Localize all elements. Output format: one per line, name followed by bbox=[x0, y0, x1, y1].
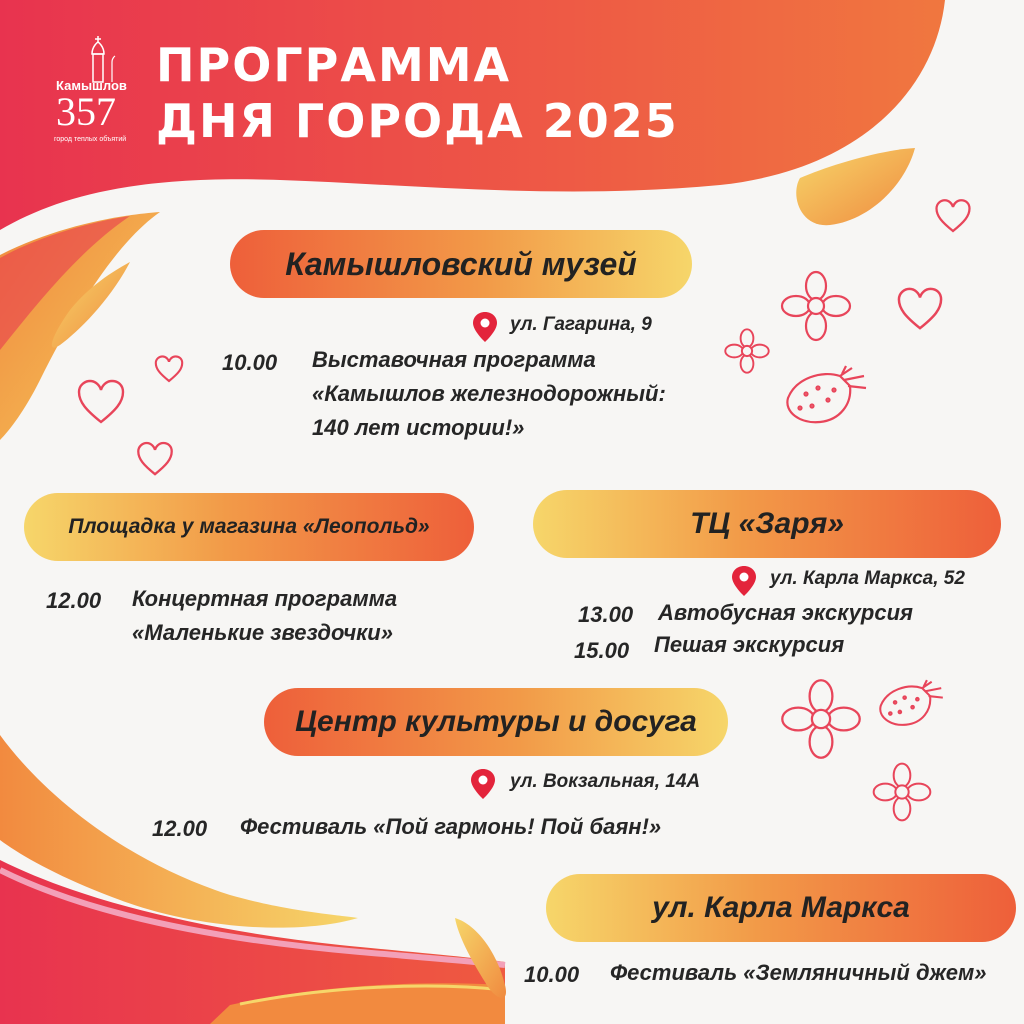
location-pin-icon bbox=[470, 768, 496, 800]
flower-icon bbox=[872, 762, 932, 822]
heart-icon bbox=[76, 378, 126, 426]
logo-tagline: город теплых объятий bbox=[54, 136, 127, 143]
venue-leopold-pill: Площадка у магазина «Леопольд» bbox=[24, 493, 474, 561]
venue-museum-pill: Камышловский музей bbox=[230, 230, 692, 298]
strawberry-icon bbox=[876, 672, 946, 736]
event-time: 10.00 bbox=[222, 350, 278, 375]
flower-icon bbox=[724, 328, 770, 374]
event-line: Концертная программа bbox=[132, 586, 398, 611]
event-time: 12.00 bbox=[152, 816, 208, 841]
heart-icon bbox=[154, 354, 184, 384]
heart-icon bbox=[934, 198, 972, 234]
venue-culture-center-address: ул. Вокзальная, 14А bbox=[510, 771, 701, 792]
heart-icon bbox=[896, 286, 944, 332]
logo-number: 357 bbox=[56, 89, 116, 134]
city-logo bbox=[48, 34, 140, 150]
venue-zarya-pill: ТЦ «Заря» bbox=[533, 490, 1001, 558]
venue-karl-marx-pill: ул. Карла Маркса bbox=[546, 874, 1016, 942]
heart-icon bbox=[136, 440, 174, 478]
event-line: Фестиваль «Пой гармонь! Пой баян!» bbox=[240, 814, 662, 839]
event-line: «Камышлов железнодорожный: bbox=[312, 381, 666, 406]
event-line: 140 лет истории!» bbox=[312, 415, 525, 440]
event-line: «Маленькие звездочки» bbox=[132, 620, 393, 645]
title-line-2: ДНЯ ГОРОДА 2025 bbox=[156, 94, 679, 148]
event-line: Фестиваль «Земляничный джем» bbox=[610, 960, 987, 985]
location-pin-icon bbox=[472, 311, 498, 343]
venue-museum-address: ул. Гагарина, 9 bbox=[510, 314, 652, 335]
event-time: 15.00 bbox=[574, 638, 630, 663]
flower-icon bbox=[780, 270, 852, 342]
logo-city-name: Камышлов bbox=[56, 78, 127, 93]
strawberry-icon bbox=[782, 364, 870, 428]
venue-zarya-address: ул. Карла Маркса, 52 bbox=[770, 568, 965, 589]
event-line: Пешая экскурсия bbox=[654, 632, 845, 657]
event-time: 10.00 bbox=[524, 962, 580, 987]
venue-culture-center-pill: Центр культуры и досуга bbox=[264, 688, 728, 756]
event-time: 12.00 bbox=[46, 588, 102, 613]
church-icon bbox=[78, 34, 118, 84]
event-line: Автобусная экскурсия bbox=[658, 600, 913, 625]
event-line: Выставочная программа bbox=[312, 347, 596, 372]
event-time: 13.00 bbox=[578, 602, 634, 627]
location-pin-icon bbox=[731, 565, 757, 597]
flower-icon bbox=[780, 678, 862, 760]
title-line-1: ПРОГРАММА bbox=[156, 38, 512, 92]
